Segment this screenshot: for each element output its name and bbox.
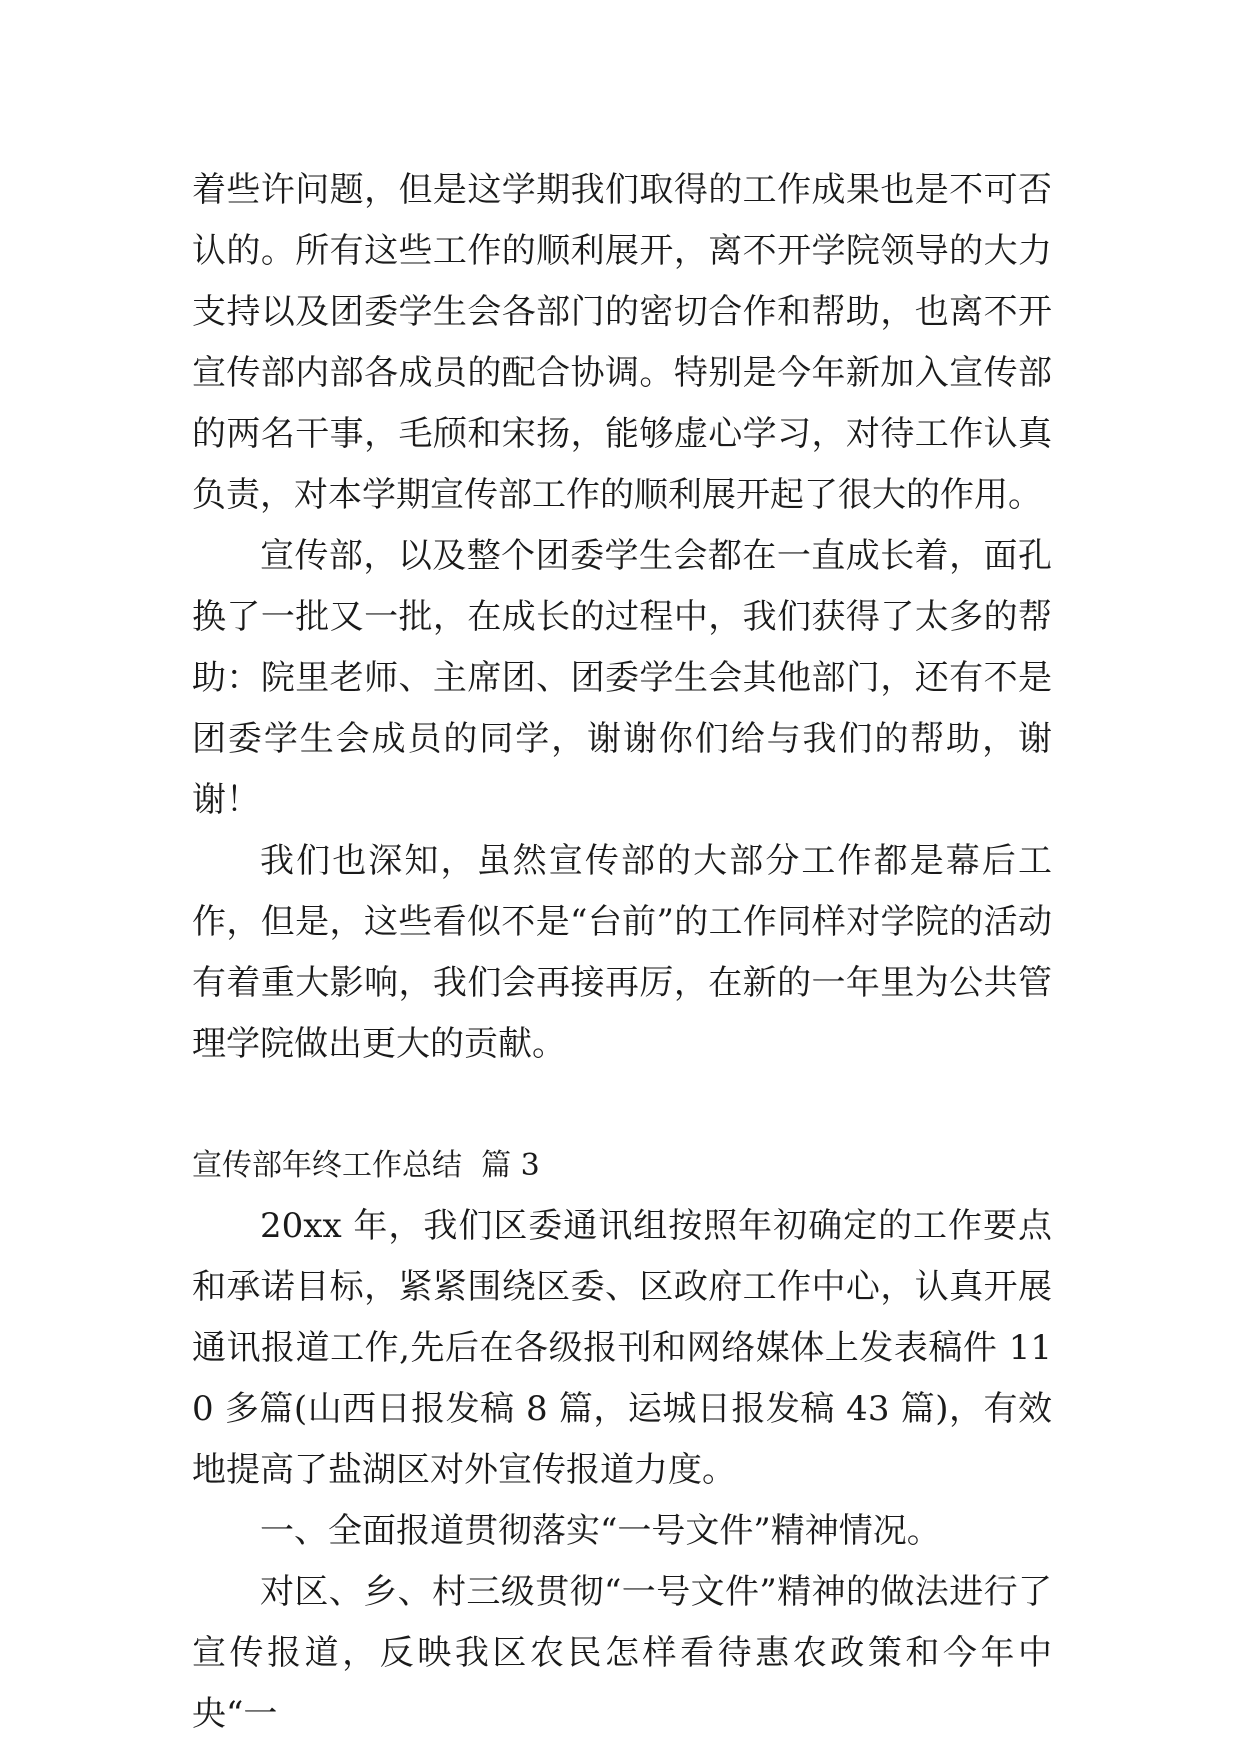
section-title: 宣传部年终工作总结 篇 3 (192, 1148, 540, 1183)
section-paragraph-3: 对区、乡、村三级贯彻“一号文件”精神的做法进行了宣传报道，反映我区农民怎样看待惠农政策和今年中央“一 (192, 1572, 1052, 1734)
document-body (192, 160, 1052, 1745)
body-paragraph-2: 宣传部，以及整个团委学生会都在一直成长着，面孔换了一批又一批，在成长的过程中，我们获得了太多的帮助：院里老师、主席团、团委学生会其他部门，还有不是团委学生会成员的同学，谢谢你们给与我们的帮助，谢谢！ (192, 536, 1052, 820)
section-paragraph-2: 一、全面报道贯彻落实“一号文件”精神情况。 (260, 1511, 941, 1551)
section-paragraph-1: 20xx 年，我们区委通讯组按照年初确定的工作要点和承诺目标，紧紧围绕区委、区政府工作中心，认真开展通讯报道工作,先后在各级报刊和网络媒体上发表稿件 110 多篇(山西日报发稿 8 篇，运城日报发稿 43 篇)，有效地提高了盐湖区对外宣传报道力度。 (192, 1206, 1052, 1490)
body-paragraph-1: 着些许问题，但是这学期我们取得的工作成果也是不可否认的。所有这些工作的顺利展开，离不开学院领导的大力支持以及团委学生会各部门的密切合作和帮助，也离不开宣传部内部各成员的配合协调。特别是今年新加入宣传部的两名干事，毛颀和宋扬，能够虚心学习，对待工作认真负责，对本学期宣传部工作的顺利展开起了很大的作用。 (192, 170, 1052, 515)
body-paragraph-3: 我们也深知，虽然宣传部的大部分工作都是幕后工作，但是，这些看似不是“台前”的工作同样对学院的活动有着重大影响，我们会再接再厉，在新的一年里为公共管理学院做出更大的贡献。 (192, 841, 1052, 1064)
